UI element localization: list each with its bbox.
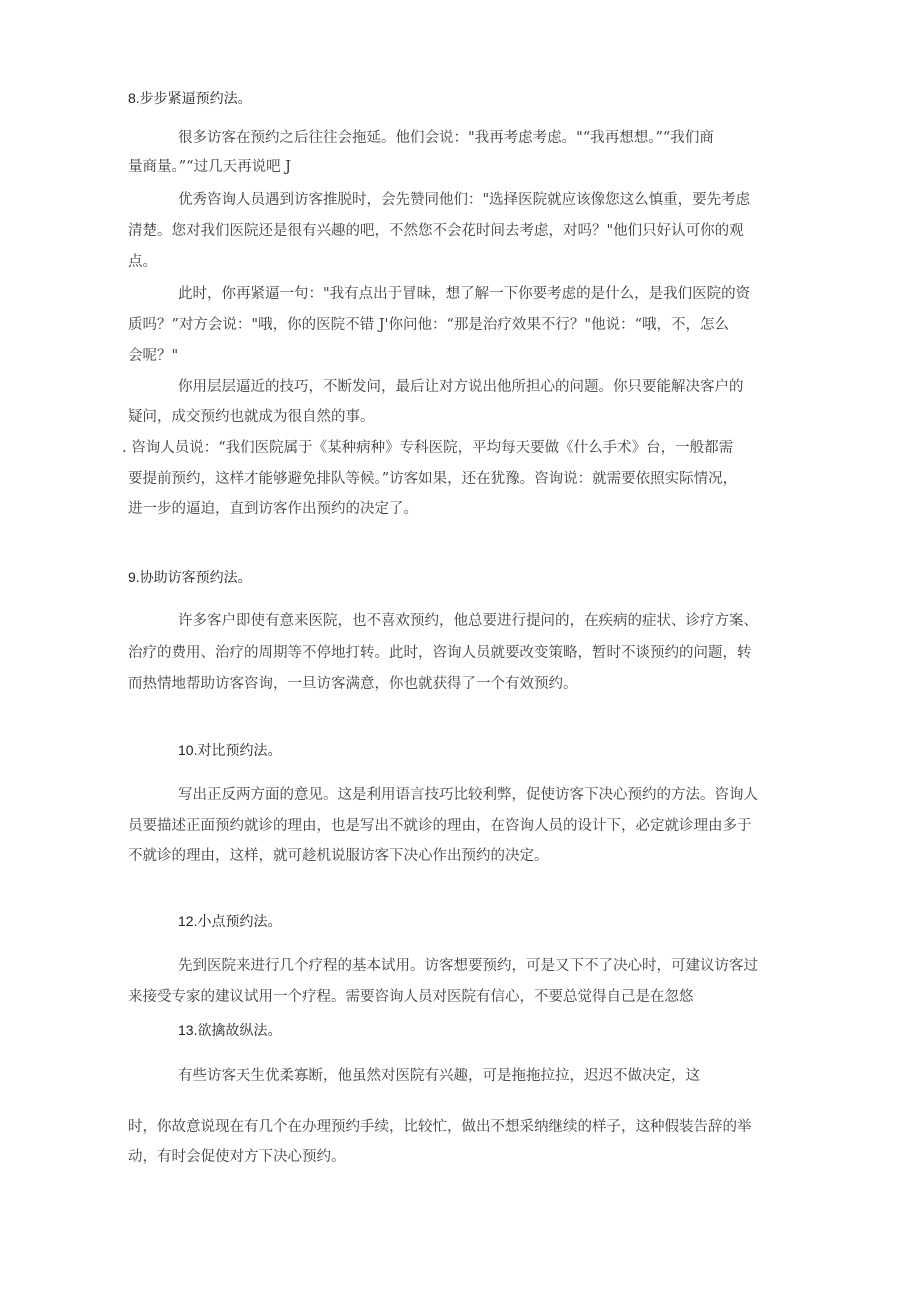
paragraph-line: 写出正反两方面的意见。这是利用语言技巧比较利弊，促使访客下决心预约的方法。咨询人 bbox=[178, 787, 758, 803]
paragraph-line: 清楚。您对我们医院还是很有兴趣的吧，不然您不会花时间去考虑，对吗？"他们只好认可你的观 bbox=[128, 223, 744, 239]
paragraph-line: . 咨询人员说：“我们医院属于《某种病种》专科医院，平均每天要做《什么手术》台，一般都需 bbox=[122, 440, 734, 456]
paragraph-line: 量商量。”“过几天再说吧 J bbox=[128, 159, 291, 175]
paragraph-line: 先到医院来进行几个疗程的基本试用。访客想要预约，可是又下不了决心时，可建议访客过 bbox=[178, 958, 758, 974]
paragraph-line: 你用层层逼近的技巧，不断发问，最后让对方说出他所担心的问题。你只要能解决客户的 bbox=[178, 379, 744, 395]
section-10-heading: 10.对比预约法。 bbox=[178, 742, 282, 758]
paragraph-line: 而热情地帮助访客咨询，一旦访客满意，你也就获得了一个有效预约。 bbox=[128, 676, 578, 692]
paragraph-line: 此时，你再紧逼一句："我有点出于冒昧，想了解一下你要考虑的是什么，是我们医院的资 bbox=[178, 286, 751, 302]
paragraph-line: 会呢？" bbox=[128, 348, 179, 364]
paragraph-line: 不就诊的理由，这样，就可趁机说服访客下决心作出预约的决定。 bbox=[128, 848, 549, 864]
paragraph-line: 质吗？”对方会说："哦，你的医院不错 J'你问他：“那是治疗效果不行？"他说：“哦，不，怎么 bbox=[128, 317, 729, 333]
paragraph-line: 点。 bbox=[128, 254, 157, 270]
section-12-heading: 12.小点预约法。 bbox=[178, 913, 282, 929]
paragraph-line: 治疗的费用、治疗的周期等不停地打转。此时，咨询人员就要改变策略，暂时不谈预约的问题，转 bbox=[128, 645, 752, 661]
paragraph-line: 疑问，成交预约也就成为很自然的事。 bbox=[128, 409, 375, 425]
paragraph-line: 员要描述正面预约就诊的理由，也是写出不就诊的理由，在咨询人员的设计下，必定就诊理由多于 bbox=[128, 818, 752, 834]
paragraph-line: 动，有时会促使对方下决心预约。 bbox=[128, 1149, 346, 1165]
paragraph-line: 很多访客在预约之后往往会拖延。他们会说："我再考虑考虑。"“我再想想。”“我们商 bbox=[178, 130, 714, 146]
paragraph-line: 有些访客天生优柔寡断，他虽然对医院有兴趣，可是拖拖拉拉，迟迟不做决定，这 bbox=[178, 1068, 700, 1084]
section-9-heading: 9.协助访客预约法。 bbox=[128, 569, 252, 585]
paragraph-line: 要提前预约，这样才能够避免排队等候。”访客如果，还在犹豫。咨询说：就需要依照实际情况， bbox=[128, 471, 738, 487]
paragraph-line: 许多客户即使有意来医院，也不喜欢预约，他总要进行提问的，在疾病的症状、诊疗方案、 bbox=[178, 613, 758, 629]
paragraph-line: 时，你故意说现在有几个在办理预约手续，比较忙，做出不想采纳继续的样子，这种假装告辞的举 bbox=[128, 1119, 752, 1135]
paragraph-line: 优秀咨询人员遇到访客推脱时，会先赞同他们："选择医院就应该像您这么慎重，要先考虑 bbox=[178, 192, 751, 208]
paragraph-line: 来接受专家的建议试用一个疗程。需要咨询人员对医院有信心，不要总觉得自己是在忽悠 bbox=[128, 989, 694, 1005]
paragraph-line: 进一步的逼迫，直到访客作出预约的决定了。 bbox=[128, 501, 418, 517]
section-13-heading: 13.欲擒故纵法。 bbox=[178, 1022, 282, 1038]
section-8-heading: 8.步步紧逼预约法。 bbox=[128, 90, 252, 106]
